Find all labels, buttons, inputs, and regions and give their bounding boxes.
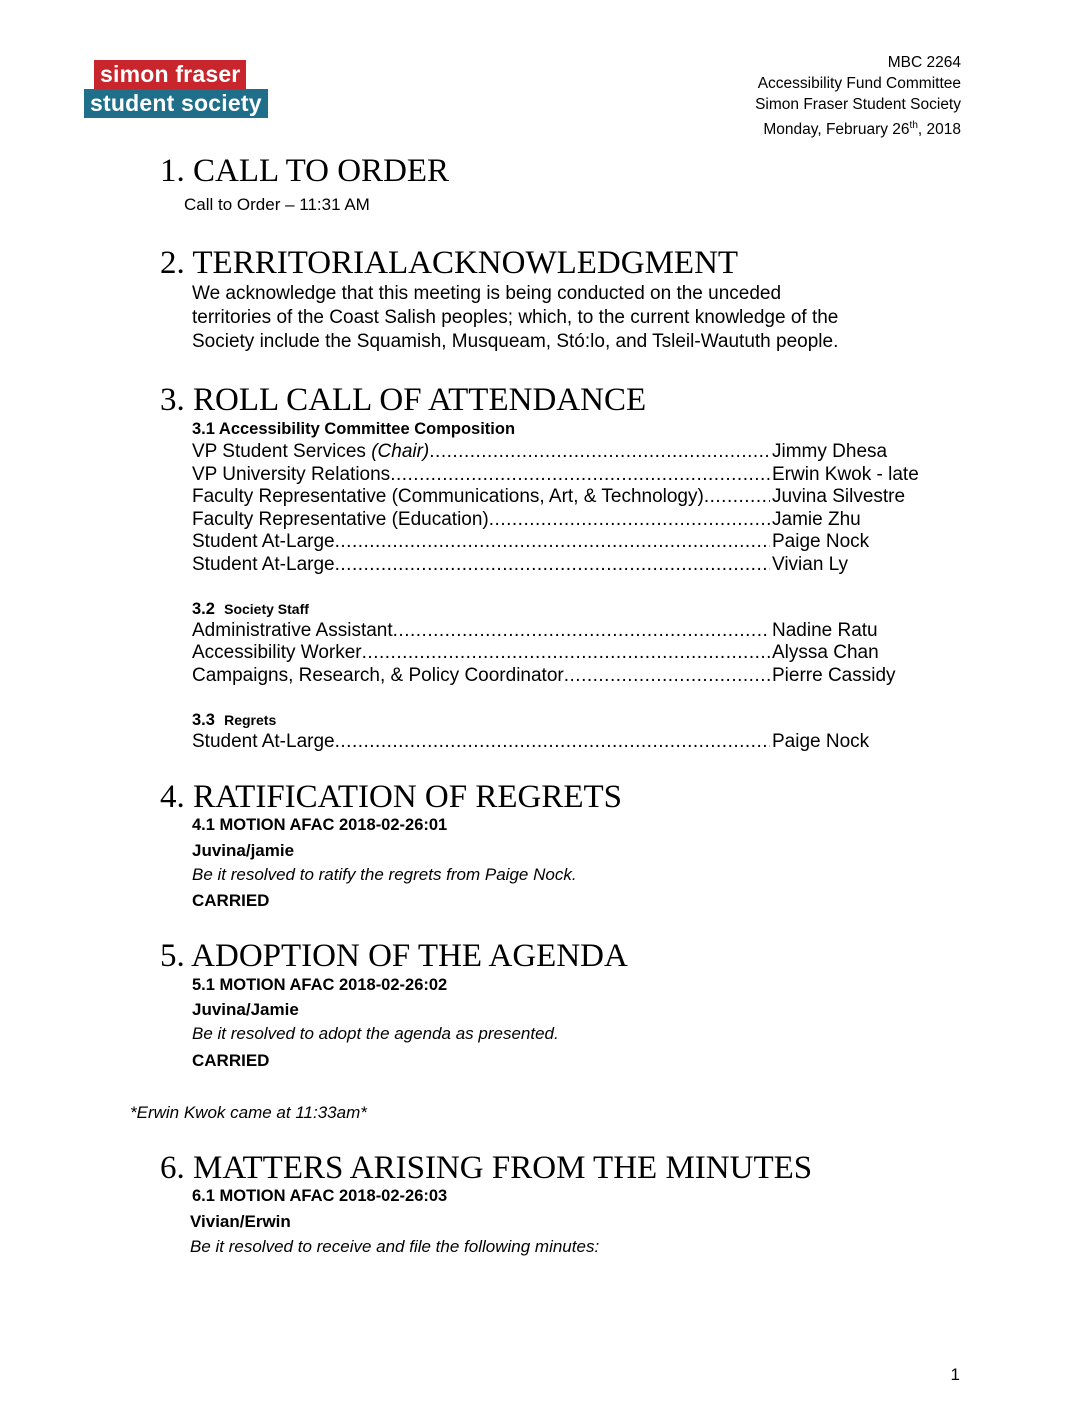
sfss-logo — [84, 60, 268, 118]
attendance-row: VP Student Services (Chair) ..... Jimmy Dhesa — [192, 441, 952, 463]
document-header — [755, 52, 961, 140]
subsection-3-3: 3.3 Regrets — [192, 711, 277, 729]
section-4-heading: 4. RATIFICATION OF REGRETS — [160, 779, 623, 815]
motion-text: Be it resolved to receive and file the following minutes: — [190, 1237, 600, 1256]
section-6-heading: 6. MATTERS ARISING FROM THE MINUTES — [160, 1150, 813, 1186]
attendance-row: Student At-Large ..... Vivian Ly — [192, 554, 952, 576]
attendance-row: Faculty Representative (Communications, Art, & Technology) ..... Juvina Silvestre — [192, 486, 952, 508]
ack-line-2: territories of the Coast Salish peoples; which, to the current knowledge of the — [192, 307, 839, 328]
motion-4-1: 4.1 MOTION AFAC 2018-02-26:01 — [192, 816, 448, 834]
staff-row: Campaigns, Research, & Policy Coordinator ..... Pierre Cassidy — [192, 665, 952, 687]
motion-5-1: 5.1 MOTION AFAC 2018-02-26:02 — [192, 976, 448, 994]
movers: Juvina/Jamie — [192, 1000, 299, 1019]
attendance-row: VP University Relations ..... Erwin Kwok - late — [192, 464, 952, 486]
meeting-date: Monday, February 26th, 2018 — [763, 120, 961, 139]
late-arrival-note: *Erwin Kwok came at 11:33am* — [130, 1103, 367, 1122]
logo-line-1: simon fraser — [94, 60, 246, 89]
page-number: 1 — [950, 1365, 960, 1384]
motion-result: CARRIED — [192, 891, 270, 910]
motion-6-1: 6.1 MOTION AFAC 2018-02-26:03 — [192, 1187, 448, 1205]
logo-line-2: student society — [84, 89, 268, 118]
subsection-3-2: 3.2 Society Staff — [192, 600, 309, 618]
motion-text: Be it resolved to ratify the regrets from Paige Nock. — [192, 865, 577, 884]
room-number: MBC 2264 — [887, 54, 961, 71]
territorial-acknowledgment — [192, 282, 838, 354]
staff-row: Accessibility Worker ..... Alyssa Chan — [192, 642, 952, 664]
attendance-row: Student At-Large ..... Paige Nock — [192, 531, 952, 553]
regrets-row: Student At-Large ..... Paige Nock — [192, 731, 952, 753]
movers: Vivian/Erwin — [190, 1212, 291, 1231]
section-5-heading: 5. ADOPTION OF THE AGENDA — [160, 938, 628, 974]
staff-row: Administrative Assistant ..... Nadine Ratu — [192, 620, 952, 642]
ack-line-1: We acknowledge that this meeting is being conducted on the unceded — [192, 283, 782, 304]
ack-line-3: Society include the Squamish, Musqueam, Stó:lo, and Tsleil-Waututh people. — [192, 331, 839, 352]
motion-result: CARRIED — [192, 1051, 270, 1070]
attendance-row: Faculty Representative (Education) ..... Jamie Zhu — [192, 509, 952, 531]
committee-name: Accessibility Fund Committee — [757, 75, 961, 92]
section-2-heading: 2. TERRITORIALACKNOWLEDGMENT — [160, 245, 739, 281]
subsection-3-1: 3.1 Accessibility Committee Composition — [192, 420, 516, 438]
call-to-order-text: Call to Order – 11:31 AM — [184, 195, 370, 214]
organization-name: Simon Fraser Student Society — [755, 96, 961, 113]
section-3-heading: 3. ROLL CALL OF ATTENDANCE — [160, 382, 647, 418]
section-1-heading: 1. CALL TO ORDER — [160, 153, 450, 189]
motion-text: Be it resolved to adopt the agenda as presented. — [192, 1024, 559, 1043]
movers: Juvina/jamie — [192, 841, 295, 860]
